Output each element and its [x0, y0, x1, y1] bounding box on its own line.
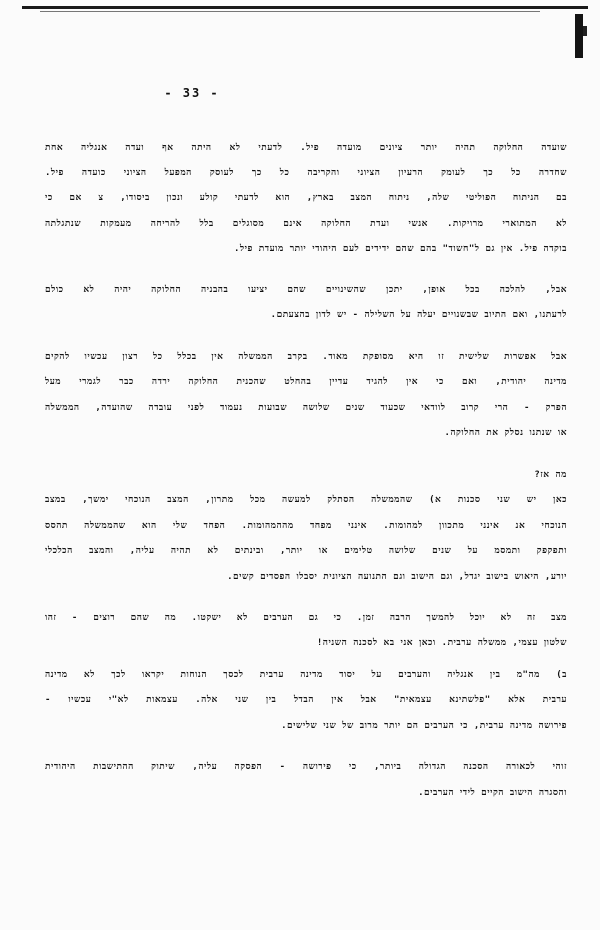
text-line: שחדרה כל כך לעומק הרעיון הציוני והקריבה כל כך לעוסק המפעל הציוני כועדה פיל. [45, 168, 567, 178]
text-line: פירושה מדינה ערבית, כי הערבים הם יותר מרוב של שני שלישים. [281, 721, 567, 731]
scan-binding-dot [583, 26, 587, 36]
text-line: הפרק - הרי קרוב לוודאי שכעוד שנים שלושה שבועות נעמוד לפני עובדה שהועדה, הממשלה [45, 403, 567, 413]
scan-binding-mark [575, 14, 583, 58]
text-line: הנוכחי אנ אינני מתכוון למהומות. אינני מפחד מההמהומות. הפחד שלי הוא שהממשלה תהסס [45, 521, 567, 531]
text-line: מה אז? [534, 470, 567, 480]
text-line: בם הניתוח הפוליטי שלה, ניתוח המצב בארץ, הוא לדעתי קולע ונכון ביסודו, צ אם כי [45, 193, 567, 203]
text-line: יורע, היאוש בישוב יגדל, וגם הישוב וגם התנועה הציונית יסבלו הפסדים קשים. [227, 572, 567, 582]
text-line: ותפקפק ותמסמ על שנים שלושה טלימים או יותר, ובינתים לא תהיה עליה, והמצב הכלכלי [45, 546, 567, 556]
text-line: שלטון עצמי, ממשלה ערבית. וכאן אני בא לסכנה השניה! [316, 638, 567, 648]
text-line: לא המתוארי מרויקות. אנשי ועדת החלוקה אינם מסוגלים בלל להריחה מעמקות שנתגלתה [45, 219, 567, 229]
text-line: מצב זה לא יוכל להמשך הרבה זמן. כי גם הערבים לא ישקטו. מה שהם רוצים - זהו [45, 613, 567, 623]
text-line: אבל אפשרות שלישית זו היא מסופקת מאוד. בקרב הממשלה אין בכלל כל רצון עכשיו להקים [45, 352, 567, 362]
scan-top-edge [22, 6, 588, 9]
text-line: או שנתנו נסלק את החלוקה. [444, 428, 567, 438]
text-line: שועדה החלוקה תהיה יותר ציונים מועדה פיל. לדעתי לא היתה אף ועדה אנגליה אחת [45, 143, 567, 153]
text-line: זוהי לכאורה הסכנה הגדולה ביותר, כי פירושה - הפסקה עליה, שיתוק ההתישבות היהודית [45, 762, 567, 772]
text-line: ערבית אלא "פלשתינא עצמאית" אבל אין הבדל בין שני אלה. עצמאות לא"י עכשיו - [45, 695, 567, 705]
text-line: אבל, להלכה בכל אופן, יתכן שהשינויים שהם יציעו בהבניה החלוקה יהיה לא כולם [45, 285, 567, 295]
text-line: מדינה יהודית, ואם כי אין להגיד עדיין בהחלט שהכנית החלוקה ירדה כבר לגמרי מעל [45, 377, 567, 387]
text-line: והסגרה הישוב הקיים לידי הערבים. [418, 788, 567, 798]
text-line: ב) מה"מ בין אנגליה והערבים על יסוד מדינה ערבית לכסך הנוחות יקראו לכך לא מדינה [45, 670, 567, 680]
page-number: - 33 - [164, 86, 220, 100]
scan-top-edge-thin [40, 11, 540, 12]
text-line: לרעתנו, ואם התיוב שבשנויים יעלה על השלילה - יש לדון בהצעתם. [270, 310, 567, 320]
text-line: בוקדה פיל. אין גם ל"חשוד" בהם שהם ידידים לעם היהודי יותר מועדת פיל. [233, 244, 567, 254]
text-line: כאן יש שני סכנות א) שהממשלה הסתלק למעשה מכל מתרון, המצב הנוכחי ימשך, במצב [45, 495, 567, 505]
